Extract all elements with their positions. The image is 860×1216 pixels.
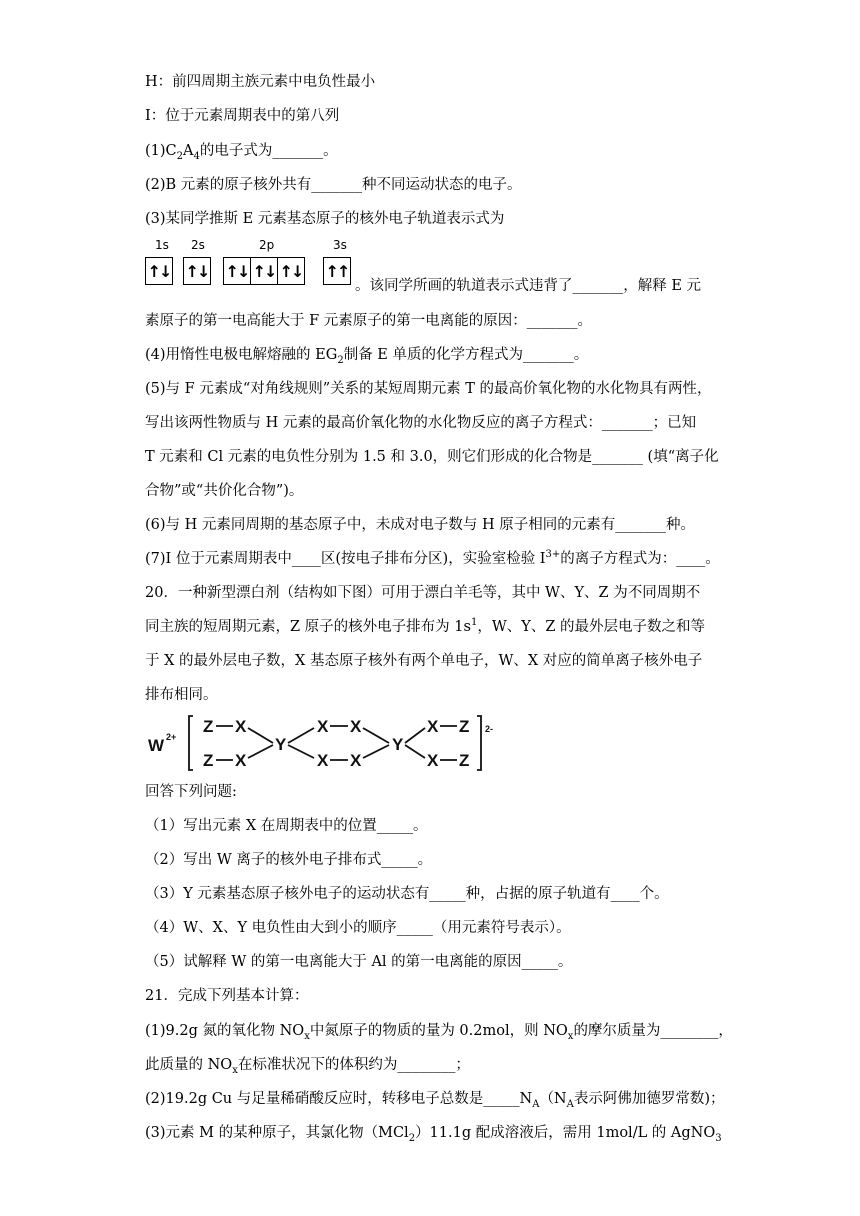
- p20-q5: （5）试解释 W 的第一电离能大于 Al 的第一电离能的原因_____。: [145, 954, 573, 970]
- atom-x: X: [235, 717, 247, 736]
- line-h: H：前四周期主族元素中电负性最小: [145, 74, 376, 90]
- p21-q2: (2)19.2g Cu 与足量稀硝酸反应时，转移电子总数是$\_\_\_\_\_N_A(N_A$表示阿佛加德罗常数)；: [145, 1091, 725, 1110]
- atom-z: Z: [203, 717, 214, 736]
- bond: [363, 745, 389, 758]
- atom-x: X: [427, 751, 439, 770]
- orbital-cell: ↑↓: [147, 261, 171, 281]
- left-bracket: [189, 716, 193, 770]
- q5-line1: (5)与 F 元素成“对角线规则”关系的某短周期元素 T 的最高价氧化物的水化物具有两性，: [145, 381, 712, 397]
- orbital-box-3s: [323, 257, 351, 285]
- structure-diagram: [145, 712, 495, 774]
- q6: (6)与 H 元素同周期的基态原子中，未成对电子数与 H 原子相同的元素有_______种。: [145, 517, 696, 533]
- p20-line2: 同主族的短周期元素，Z 原子的核外电子排布为 $1s^1$，W、Y、Z 的最外层电子数之和等: [145, 617, 706, 635]
- atom-y: Y: [392, 735, 404, 754]
- orbital-diagram: [145, 238, 385, 292]
- right-bracket: [477, 716, 481, 770]
- p20-q2: （2）写出 W 离子的核外电子排布式_____。: [145, 852, 433, 868]
- q5-line2: 写出该两性物质与 H 元素的最高价氧化物的水化物反应的离子方程式：_______；已知: [145, 415, 697, 431]
- orbital-label: 2p: [259, 238, 275, 252]
- bond: [248, 728, 273, 743]
- q5-line3: T 元素和 Cl 元素的电负性分别为 1.5 和 3.0，则它们形成的化合物是_______ (填“离子化: [145, 449, 719, 465]
- orbital-box-1s: [145, 257, 173, 285]
- atom-x: X: [317, 751, 329, 770]
- orbital-label: 2s: [191, 238, 205, 252]
- p20-line3: 于 X 的最外层电子数，X 基态原子核外有两个单电子，W、X 对应的简单离子核外电子: [145, 653, 703, 669]
- q2: (2)B 元素的原子核外共有_______种不同运动状态的电子。: [145, 177, 522, 193]
- orbital-cell: ↑↑: [325, 261, 349, 281]
- q3-cont2: 素原子的第一电高能大于 F 元素原子的第一电离能的原因：_______。: [145, 313, 593, 329]
- line-i: I：位于元素周期表中的第八列: [145, 108, 340, 124]
- bond: [405, 745, 425, 758]
- orbital-cell: ↑↓: [224, 258, 251, 284]
- cation-charge: 2+: [166, 732, 177, 742]
- p20-line1: 20．一种新型漂白剂（结构如下图）可用于漂白羊毛等，其中 W、Y、Z 为不同周期不: [145, 585, 701, 601]
- atom-x: X: [350, 717, 362, 736]
- p21-q1-line2: 此质量的 $NO_x$在标准状况下的体积约为________；: [145, 1057, 470, 1076]
- q3-cont: 。该同学所画的轨道表示式违背了_______，解释 E 元: [355, 278, 702, 294]
- cation-w: W: [148, 736, 165, 755]
- atom-z: Z: [459, 717, 470, 736]
- orbital-box-2s: [183, 257, 211, 285]
- q4: (4)用惰性电极电解熔融的 $EG_2$制备 E 单质的化学方程式为_______。: [145, 347, 589, 366]
- p21-q1-line1: (1)9.2g 氮的氧化物 $NO_x$中氮原子的物质的量为 0.2mol，则 $NO_x$的摩尔质量为________，: [145, 1023, 733, 1042]
- orbital-box-2p: [223, 257, 305, 285]
- atom-z: Z: [203, 751, 214, 770]
- atom-x: X: [427, 717, 439, 736]
- bond: [288, 728, 314, 743]
- orbital-label: 3s: [333, 238, 347, 252]
- orbital-cell: ↑↓: [279, 261, 303, 281]
- bond: [288, 745, 314, 758]
- atom-x: X: [235, 751, 247, 770]
- bond: [363, 728, 389, 743]
- q1: $(1)C_2A_4$的电子式为_______。: [145, 143, 338, 162]
- orbital-cell: ↑↓: [251, 258, 278, 284]
- p20-q1: （1）写出元素 X 在周期表中的位置_____。: [145, 818, 428, 834]
- p21-q3: (3)元素 M 的某种原子，其氯化物（MCl$_2$）11.1g 配成溶液后，需用 1mol/L 的 AgNO$_3$: [145, 1125, 722, 1144]
- p20-line4: 排布相同。: [145, 687, 218, 703]
- atom-x: X: [317, 717, 329, 736]
- p20-ask: 回答下列问题:: [145, 784, 237, 800]
- p20-q4: （4）W、X、Y 电负性由大到小的顺序_____（用元素符号表示）。: [145, 920, 571, 936]
- q5-line4: 合物”或“共价化合物”)。: [145, 483, 304, 499]
- orbital-cell: ↑↓: [185, 261, 209, 281]
- q7: (7)I 位于元素周期表中____区(按电子排布分区)，实验室检验 $I^{3+}$的离子方程式为：____。: [145, 549, 720, 567]
- bond: [405, 728, 425, 743]
- atom-x: X: [350, 751, 362, 770]
- orbital-label: 1s: [155, 238, 169, 252]
- atom-y: Y: [275, 735, 287, 754]
- atom-z: Z: [459, 751, 470, 770]
- p20-q3: （3）Y 元素基态原子核外电子的运动状态有_____种，占据的原子轨道有____个。: [145, 886, 669, 902]
- bond: [248, 745, 273, 758]
- q3: (3)某同学推斯 E 元素基态原子的核外电子轨道表示式为: [145, 211, 505, 227]
- anion-charge: 2-: [485, 724, 494, 734]
- p21-title: 21．完成下列基本计算：: [145, 988, 309, 1004]
